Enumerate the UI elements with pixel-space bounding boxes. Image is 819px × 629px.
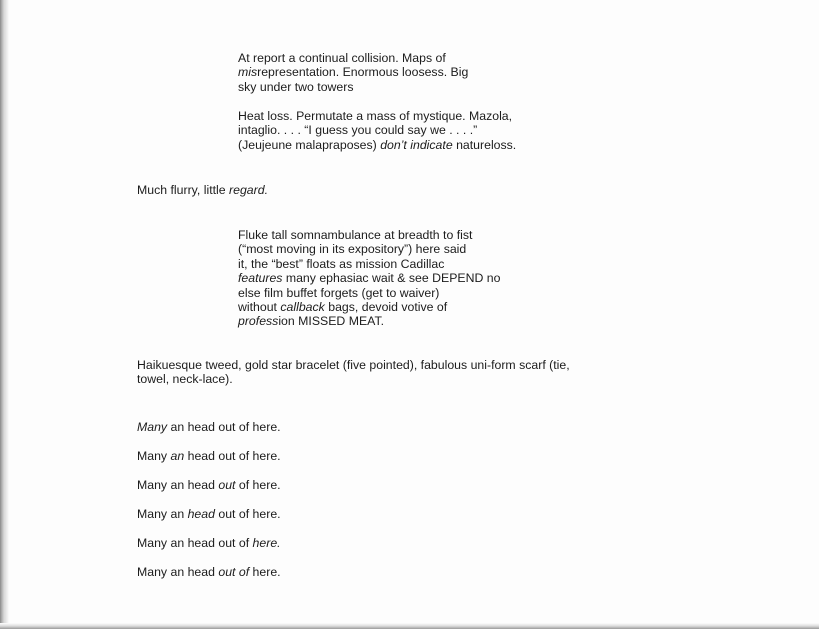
stanza-3 (238, 228, 500, 329)
italic-word: regard. (229, 183, 268, 197)
many-line-2: Many an head out of here. (137, 449, 281, 463)
italic-word: out (218, 478, 236, 492)
stanza-2 (238, 109, 516, 152)
stanza-1-line-2: misrepresentation. Enormous loosess. Big (238, 65, 469, 80)
book-spine-shadow (0, 0, 9, 629)
flurry-line: Much flurry, little regard. (137, 183, 268, 197)
many-line-3: Many an head out of here. (137, 478, 281, 492)
many-line-4: Many an head out of here. (137, 507, 281, 521)
stanza-1-line-1: At report a continual collision. Maps of (238, 51, 446, 65)
italic-word: profess (238, 314, 279, 329)
stanza-1-line-3: sky under two towers (238, 79, 354, 94)
haikuesque-line-2: towel, neck-lace). (137, 372, 233, 387)
stanza-3-line-6: without callback bags, devoid votive of (238, 300, 448, 315)
stanza-2-line-1: Heat loss. Permutate a mass of mystique. Mazola, (238, 109, 513, 123)
stanza-3-line-2: (“most moving in its expository”) here said (238, 242, 467, 257)
italic-word: features (238, 271, 283, 286)
italic-word: head (187, 507, 215, 521)
many-line-1: Many an head out of here. (137, 420, 281, 434)
italic-word: out of (218, 565, 250, 579)
italic-phrase: don’t indicate (380, 137, 453, 152)
stanza-1 (238, 51, 468, 94)
haikuesque-paragraph (137, 358, 570, 387)
italic-word: callback (280, 300, 325, 315)
page-bottom-edge (0, 623, 819, 629)
stanza-3-line-1: Fluke tall somnambulance at breadth to fist (238, 228, 473, 242)
italic-word: Many (137, 420, 168, 434)
italic-word: an (170, 449, 185, 463)
many-line-5: Many an head out of here. (137, 536, 281, 550)
stanza-3-line-7: profession MISSED MEAT. (238, 314, 385, 329)
many-line-6: Many an head out of here. (137, 565, 281, 579)
stanza-3-line-4: features many ephasiac wait & see DEPEND no (238, 271, 501, 286)
stanza-3-line-3: it, the “best” floats as mission Cadillac (238, 256, 445, 271)
haikuesque-line-1: Haikuesque tweed, gold star bracelet (five pointed), fabulous uni-form scarf (tie, (137, 358, 570, 372)
stanza-3-line-5: else film buffet forgets (get to waiver) (238, 285, 440, 300)
stanza-2-line-3: (Jeujeune malapraposes) don’t indicate natureloss. (238, 137, 517, 152)
stanza-2-line-2: intaglio. . . . “I guess you could say we . . . .” (238, 123, 478, 138)
italic-word: here. (252, 536, 281, 550)
italic-word: mis (238, 65, 258, 80)
